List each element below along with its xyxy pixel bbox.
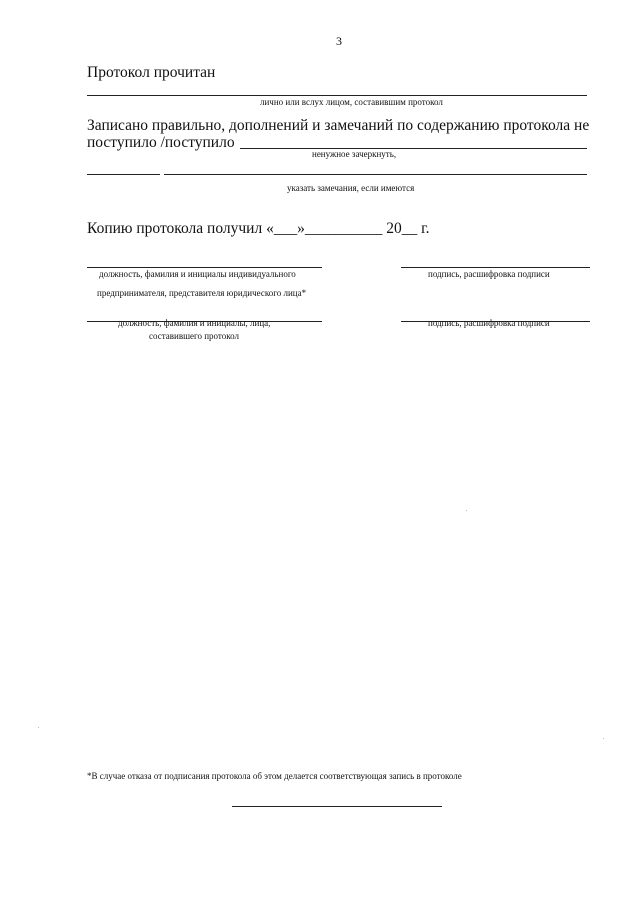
author-position-hint-line2: составившего протокол (149, 331, 240, 341)
scan-speck (603, 738, 604, 739)
page-number: 3 (336, 34, 342, 48)
scan-speck (38, 727, 39, 728)
recipient-position-hint-line1: должность, фамилия и инициалы индивидуального (99, 269, 296, 279)
recipient-position-line (87, 267, 322, 268)
author-signature-hint: подпись, расшифровка подписи (428, 318, 550, 328)
author-position-hint-line1: должность, фамилия и инициалы, лица, (118, 318, 271, 328)
recipient-position-hint-line2: предпринимателя, представителя юридического лица* (97, 288, 307, 298)
recorded-text-line1: Записано правильно, дополнений и замечаний по содержанию протокола не (87, 117, 590, 134)
recipient-signature-hint: подпись, расшифровка подписи (428, 269, 550, 279)
copy-received-label: Копию протокола получил «___»__________ 20__ г. (87, 220, 430, 237)
protocol-read-label: Протокол прочитан (87, 64, 216, 81)
remarks-line-right (164, 174, 587, 175)
scan-speck (466, 510, 467, 511)
protocol-read-hint: лично или вслух лицом, составившим протокол (260, 97, 443, 107)
recorded-hint-strike: ненужное зачеркнуть, (312, 149, 397, 159)
footnote: *В случае отказа от подписания протокола об этом делается соответствующая запись в протоколе (87, 771, 462, 781)
recorded-fill-line (240, 148, 587, 149)
footnote-line (232, 806, 442, 807)
protocol-read-line (87, 95, 587, 96)
remarks-line-left (87, 174, 160, 175)
recipient-signature-line (401, 267, 590, 268)
remarks-hint: указать замечания, если имеются (287, 183, 415, 193)
recorded-text-line2: поступило /поступило (87, 134, 235, 151)
